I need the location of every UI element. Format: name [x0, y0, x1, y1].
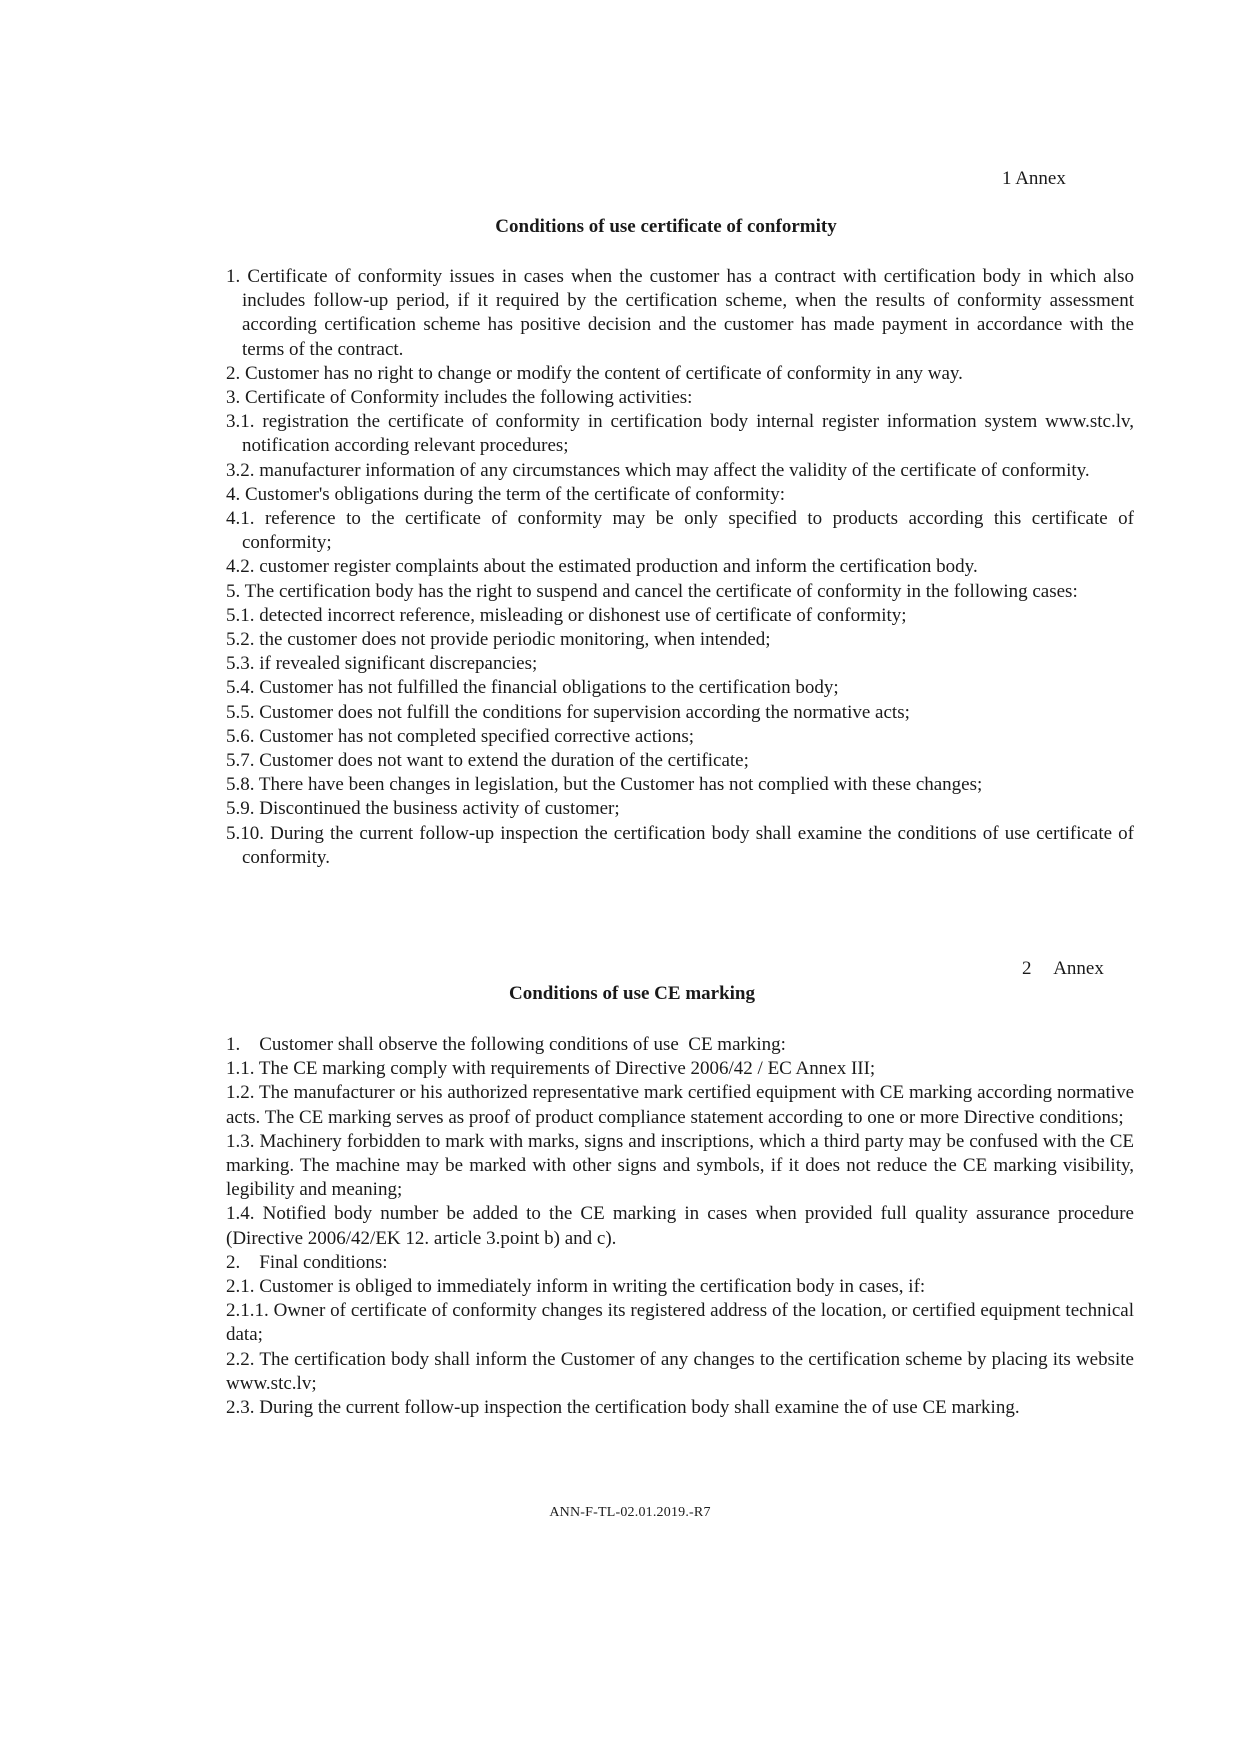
list-item: 5.1. detected incorrect reference, misleading or dishonest use of certificate of conformity;: [226, 604, 907, 626]
list-item: 5. The certification body has the right to suspend and cancel the certificate of conformity in the following cases:: [226, 580, 1078, 602]
list-item: 5.9. Discontinued the business activity of customer;: [226, 798, 620, 820]
certificate-conditions-list: [226, 265, 1134, 870]
list-item: 3.2. manufacturer information of any circumstances which may affect the validity of the certificate of conformity.: [226, 459, 1090, 481]
list-item: 5.4. Customer has not fulfilled the financial obligations to the certification body;: [226, 677, 839, 699]
annex-2-label: 2 Annex: [1022, 958, 1104, 979]
list-item: 2. Customer has no right to change or modify the content of certificate of conformity in any way.: [226, 362, 963, 384]
list-item: 4.1. reference to the certificate of conformity may be only specified to products according this certificate of conformity;: [226, 508, 1134, 554]
list-item: 5.8. There have been changes in legislation, but the Customer has not complied with these changes;: [226, 774, 983, 796]
list-item: 2.3. During the current follow-up inspection the certification body shall examine the of use CE marking.: [226, 1397, 1020, 1419]
list-item: 3. Certificate of Conformity includes the following activities:: [226, 387, 693, 409]
list-item: 5.5. Customer does not fulfill the conditions for supervision according the normative acts;: [226, 701, 910, 723]
list-item: 1.3. Machinery forbidden to mark with marks, signs and inscriptions, which a third party may be confused with the CE marking. The machine may be marked with other signs and symbols, if it does not reduce the CE marking visibility, legibility and meaning;: [226, 1130, 1134, 1201]
list-item: 2.1.1. Owner of certificate of conformity changes its registered address of the location, or certified equipment technical data;: [226, 1300, 1134, 1346]
section-title-certificate: Conditions of use certificate of conformity: [495, 216, 837, 237]
list-item: 5.6. Customer has not completed specified corrective actions;: [226, 725, 694, 747]
list-item: 4.2. customer register complaints about the estimated production and inform the certification body.: [226, 556, 978, 578]
list-item: 2.1. Customer is obliged to immediately inform in writing the certification body in cases, if:: [226, 1276, 926, 1298]
list-item: 1.4. Notified body number be added to the CE marking in cases when provided full quality assurance procedure (Directive 2006/42/EK 12. article 3.point b) and c).: [226, 1203, 1134, 1249]
list-item: 2.2. The certification body shall inform the Customer of any changes to the certification scheme by placing its website www.stc.lv;: [226, 1348, 1134, 1394]
ce-marking-conditions-list: [226, 1033, 1134, 1420]
section-title-ce-marking: Conditions of use CE marking: [509, 983, 755, 1004]
list-item: 4. Customer's obligations during the term of the certificate of conformity:: [226, 483, 786, 505]
annex-1-label: 1 Annex: [1002, 168, 1066, 189]
list-item: 3.1. registration the certificate of conformity in certification body internal register information system www.stc.lv, notification according relevant procedures;: [226, 411, 1134, 457]
list-item: 5.3. if revealed significant discrepancies;: [226, 653, 538, 675]
document-code-footer: ANN-F-TL-02.01.2019.-R7: [549, 1505, 711, 1520]
list-item: 5.2. the customer does not provide periodic monitoring, when intended;: [226, 629, 771, 651]
list-item: 5.10. During the current follow-up inspection the certification body shall examine the conditions of use certificate of conformity.: [226, 822, 1134, 868]
list-item: 2. Final conditions:: [226, 1251, 388, 1273]
list-item: 1.2. The manufacturer or his authorized representative mark certified equipment with CE marking according normative acts. The CE marking serves as proof of product compliance statement according to one or more Directive conditions;: [226, 1082, 1134, 1128]
list-item: 1. Certificate of conformity issues in cases when the customer has a contract with certification body in which also includes follow-up period, if it required by the certification scheme, when the results of conformity assessment according certification scheme has positive decision and the customer has made payment in accordance with the terms of the contract.: [226, 266, 1134, 360]
list-item: 1. Customer shall observe the following conditions of use CE marking:: [226, 1034, 786, 1055]
list-item: 5.7. Customer does not want to extend the duration of the certificate;: [226, 750, 749, 772]
list-item: 1.1. The CE marking comply with requirements of Directive 2006/42 / EC Annex III;: [226, 1058, 876, 1080]
